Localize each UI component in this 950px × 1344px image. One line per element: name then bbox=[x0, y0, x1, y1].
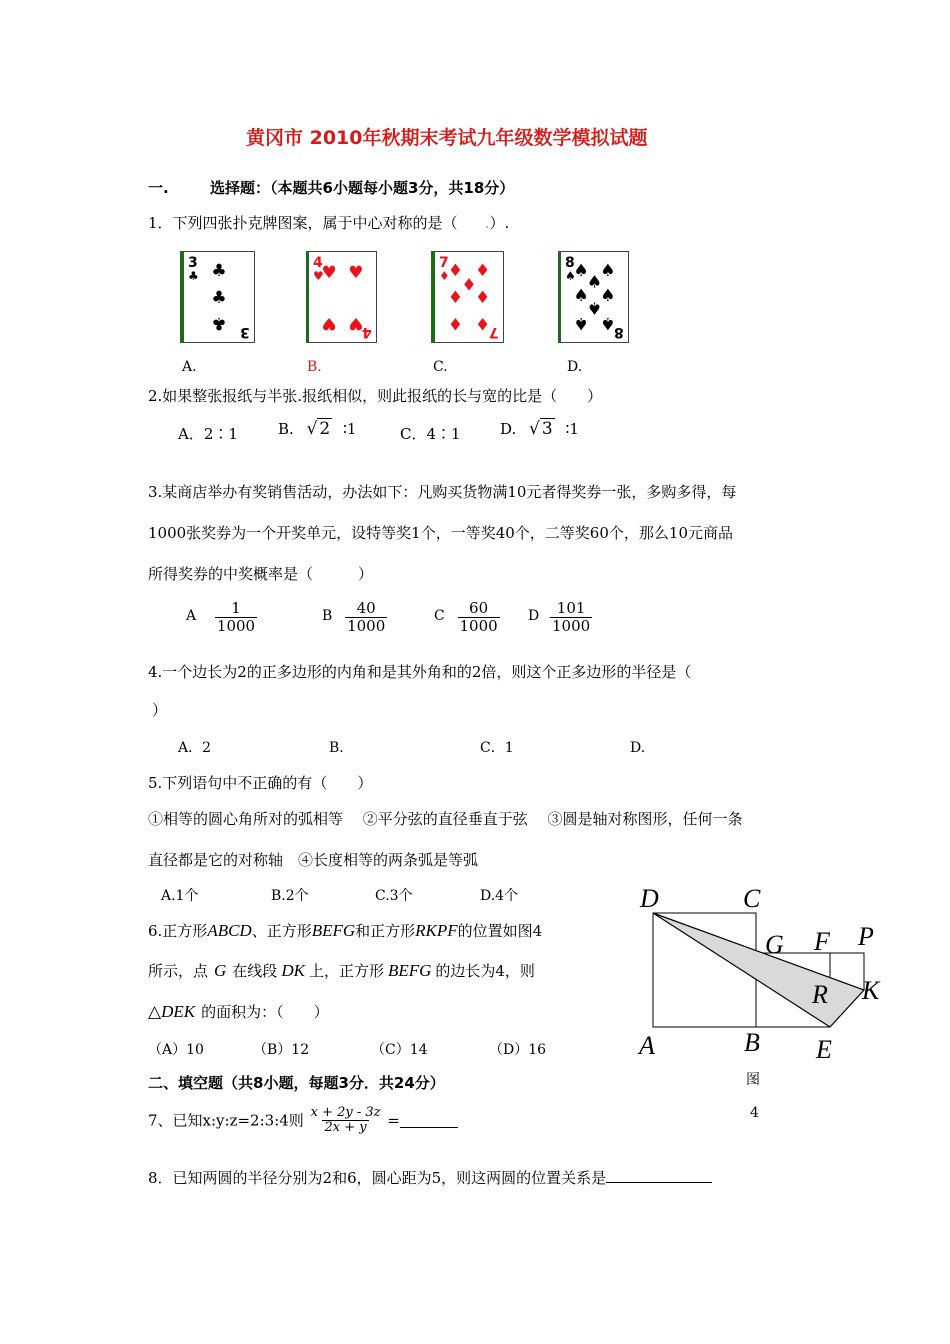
label-k: K bbox=[862, 976, 880, 1005]
card-pip-icon: ♠ bbox=[573, 286, 589, 307]
label-b: B bbox=[744, 1028, 760, 1057]
label-f: F bbox=[814, 927, 830, 956]
card-pip-icon: ♣ bbox=[211, 261, 227, 281]
q6-option-b: （B）12 bbox=[253, 1042, 310, 1058]
card-rank: 7 bbox=[489, 324, 499, 340]
card-pip-icon: ♠ bbox=[600, 286, 616, 307]
q5-option-d: D.4个 bbox=[480, 888, 519, 904]
card-pip-icon: ♦ bbox=[461, 275, 477, 296]
question-3-line-1: 3.某商店举办有奖销售活动，办法如下：凡购买货物满10元者得奖券一张，多购多得，每 bbox=[148, 483, 737, 501]
card-pip-icon: ♦ bbox=[447, 313, 464, 333]
q4-option-c: C．1 bbox=[480, 740, 514, 756]
q2-option-a: A．2∶1 bbox=[178, 425, 238, 443]
card-pip-icon: ♠ bbox=[586, 297, 603, 318]
page-title: 黄冈市 2010年秋期末考试九年级数学模拟试题 bbox=[246, 127, 648, 149]
card-pip-icon: ♦ bbox=[474, 313, 491, 333]
q3-option-a: A $\frac{1}{1000}$ bbox=[186, 599, 256, 635]
q2-option-b: B. √ 2 ∶1 bbox=[278, 419, 357, 439]
card-rank: 3 bbox=[240, 324, 250, 340]
q6-option-d: （D）16 bbox=[489, 1042, 547, 1058]
q3-option-c: C $\frac{60}{1000}$ bbox=[434, 599, 498, 635]
question-6-line-3: △DEK 的面积为：（ ） bbox=[148, 1002, 329, 1022]
card-pip-icon: ♠ bbox=[586, 272, 603, 293]
question-3-line-2: 1000张奖券为一个开奖单元，设特等奖1个，一等奖40个，二等奖60个，那么10元商品 bbox=[148, 524, 733, 542]
card-pip-icon: ♠ bbox=[600, 313, 616, 333]
q6-option-c: （C）14 bbox=[371, 1042, 428, 1058]
card-pip-icon: ♥ bbox=[348, 313, 364, 333]
answer-dot: . bbox=[484, 214, 490, 232]
sqrt-3: √ 3 bbox=[529, 419, 553, 439]
card-pip-icon: ♥ bbox=[321, 313, 337, 333]
q8-answer-blank[interactable] bbox=[606, 1168, 712, 1183]
q4-option-b: B. bbox=[329, 740, 344, 756]
q7-answer-blank[interactable] bbox=[400, 1113, 458, 1128]
triangle-dek bbox=[653, 913, 864, 1027]
q3-option-d: D $\frac{101}{1000}$ bbox=[528, 599, 591, 635]
label-p: P bbox=[858, 922, 874, 951]
option-d: D. bbox=[567, 359, 583, 375]
card-pip-icon: ♠ bbox=[600, 261, 616, 281]
label-a: A bbox=[639, 1031, 655, 1060]
option-b: B. bbox=[307, 359, 322, 375]
figure-caption-1: 图 bbox=[746, 1072, 760, 1088]
card-pip-icon: ♦ bbox=[447, 288, 464, 308]
question-6-line-1: 6.正方形ABCD、正方形BEFG和正方形RKPF的位置如图4 bbox=[148, 921, 543, 940]
section-2-heading: 二、填空题（共8小题，每题3分．共24分） bbox=[148, 1074, 445, 1092]
option-a: A. bbox=[182, 359, 197, 375]
label-g: G bbox=[765, 930, 784, 959]
card-rank: 8 bbox=[614, 324, 624, 340]
question-2-text: 2.如果整张报纸与半张.报纸相似，则此报纸的长与宽的比是（ ） bbox=[148, 387, 603, 405]
label-d: D bbox=[640, 884, 659, 913]
card-rank: 7 bbox=[439, 255, 449, 271]
q2-option-c: C．4∶1 bbox=[400, 425, 461, 443]
question-3-line-3: 所得奖券的中奖概率是（ ） bbox=[148, 565, 374, 583]
section-heading: 选择题：（本题共6小题每小题3分，共18分） bbox=[210, 179, 515, 197]
option-c: C. bbox=[433, 359, 448, 375]
question-5-statement-line-1: ①相等的圆心角所对的弧相等 ②平分弦的直径垂直于弦 ③圆是轴对称图形，任何一条 bbox=[148, 810, 743, 828]
figure-caption-2: 4 bbox=[750, 1105, 759, 1121]
question-5-statement-line-2: 直径都是它的对称轴 ④长度相等的两条弧是等弧 bbox=[148, 851, 479, 869]
sqrt-2: √ 2 bbox=[306, 419, 331, 439]
label-c: C bbox=[743, 884, 761, 913]
card-pip-icon: ♣ bbox=[211, 288, 227, 308]
card-suit-icon: ♣ bbox=[188, 269, 199, 283]
q6-option-a: （A）10 bbox=[148, 1042, 204, 1058]
question-4-line-2: ） bbox=[152, 701, 168, 719]
card-pip-icon: ♠ bbox=[573, 313, 589, 333]
card-rank: 4 bbox=[313, 255, 323, 271]
card-rank: 8 bbox=[565, 255, 575, 271]
q5-option-b: B.2个 bbox=[271, 888, 309, 904]
card-suit-icon: ♦ bbox=[439, 269, 450, 283]
q5-option-a: A.1个 bbox=[161, 888, 199, 904]
card-suit-icon: ♠ bbox=[565, 269, 576, 283]
question-5-text: 5.下列语句中不正确的有（ ） bbox=[148, 774, 373, 792]
card-rank: 4 bbox=[362, 324, 372, 340]
label-e: E bbox=[816, 1035, 832, 1064]
card-pip-icon: ♦ bbox=[474, 288, 491, 308]
q5-option-c: C.3个 bbox=[375, 888, 413, 904]
card-pip-icon: ♥ bbox=[321, 262, 337, 283]
question-1-text: 1．下列四张扑克牌图案，属于中心对称的是（ bbox=[148, 214, 458, 232]
question-8: 8．已知两圆的半径分别为2和6，圆心距为5，则这两圆的位置关系是 bbox=[148, 1168, 712, 1187]
card-pip-icon: ♦ bbox=[474, 261, 491, 281]
card-rank: 3 bbox=[188, 255, 198, 271]
q7-fraction: $\frac{x + 2y - 3z}{2x + y}$ bbox=[310, 1105, 381, 1136]
card-pip-icon: ♦ bbox=[447, 261, 464, 281]
q3-option-b: B $\frac{40}{1000}$ bbox=[322, 599, 386, 635]
q4-option-d: D. bbox=[630, 740, 646, 756]
q4-option-a: A．2 bbox=[178, 740, 212, 756]
q2-option-d: D. √ 3 ∶1 bbox=[500, 419, 579, 439]
question-1-close: ）. bbox=[489, 214, 510, 232]
card-pip-icon: ♥ bbox=[348, 262, 364, 283]
question-7: 7、已知x:y:z=2:3:4则 $\frac{x + 2y - 3z}{2x + y}$ = bbox=[148, 1106, 458, 1136]
section-number: 一. bbox=[148, 179, 169, 197]
question-4-line-1: 4.一个边长为2的正多边形的内角和是其外角和的2倍，则这个正多边形的半径是（ bbox=[148, 663, 692, 681]
card-pip-icon: ♣ bbox=[211, 313, 227, 333]
label-r: R bbox=[812, 980, 828, 1009]
card-pip-icon: ♠ bbox=[573, 261, 589, 281]
question-6-line-2: 所示，点 G 在线段 DK 上，正方形 BEFG 的边长为4，则 bbox=[148, 961, 535, 980]
card-suit-icon: ♥ bbox=[313, 269, 324, 283]
